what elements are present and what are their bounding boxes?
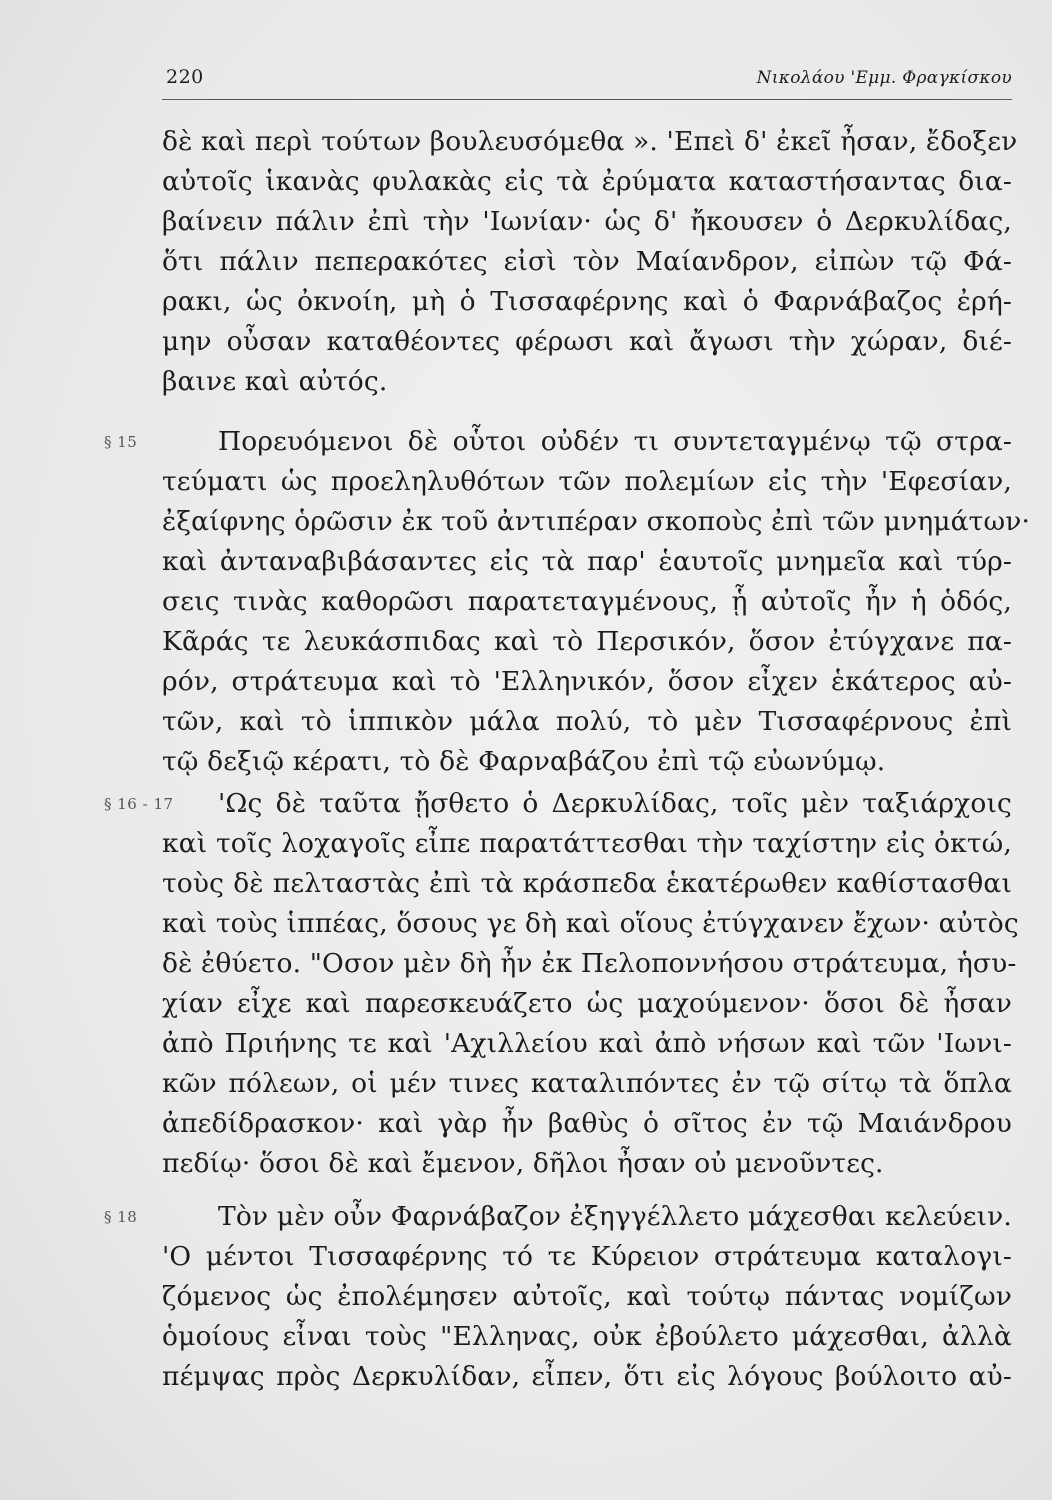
text-line: τῷ δεξιῷ κέρατι, τὸ δὲ Φαρναβάζου ἐπὶ τῷ εὐωνύμῳ. [162,746,886,777]
header-rule [162,99,1012,100]
section-marker: § 16 - 17 [104,795,174,813]
section-marker: § 15 [104,433,138,451]
text-line: 'Ο μέντοι Τισσαφέρνης τό τε Κύρειον στράτευμα καταλογι- [162,1241,1012,1272]
text-line-indented: Τὸν μὲν οὖν Φαρνάβαζον ἐξηγγέλλετο μάχεσθαι κελεύειν. [218,1201,1012,1232]
page-number: 220 [166,66,204,88]
text-line: βαίνειν πάλιν ἐπὶ τὴν 'Ιωνίαν· ὡς δ' ἤκουσεν ὁ Δερκυλίδας, [162,206,1012,237]
text-line: Κᾶράς τε λευκάσπιδας καὶ τὸ Περσικόν, ὅσον ἐτύγχανε πα- [162,626,1012,657]
text-line: χίαν εἶχε καὶ παρεσκευάζετο ὡς μαχούμενον· ὅσοι δὲ ἦσαν [162,988,1012,1019]
text-line: ρόν, στράτευμα καὶ τὸ 'Ελληνικόν, ὅσον εἶχεν ἑκάτερος αὐ- [162,666,1012,697]
text-line: αὐτοῖς ἱκανὰς φυλακὰς εἰς τὰ ἐρύματα καταστήσαντας δια- [162,166,1012,197]
running-head: Νικολάου 'Εμμ. Φραγκίσκου [756,68,1012,88]
text-line: καὶ τοῖς λοχαγοῖς εἶπε παρατάττεσθαι τὴν ταχίστην εἰς ὀκτώ, [162,828,1012,859]
text-line: δὲ καὶ περὶ τούτων βουλευσόμεθα ». 'Επεὶ δ' ἐκεῖ ἦσαν, ἔδοξεν [162,126,1018,157]
text-line: βαινε καὶ αὐτός. [162,366,388,397]
text-line: ζόμενος ὡς ἐπολέμησεν αὐτοῖς, καὶ τούτῳ πάντας νομίζων [162,1281,1012,1312]
page-header [162,62,1012,102]
text-line: τοὺς δὲ πελταστὰς ἐπὶ τὰ κράσπεδα ἑκατέρωθεν καθίστασθαι [162,868,1012,899]
text-line: ὅτι πάλιν πεπερακότες εἰσὶ τὸν Μαίανδρον, εἰπὼν τῷ Φά- [162,246,1012,277]
text-line: τῶν, καὶ τὸ ἱππικὸν μάλα πολύ, τὸ μὲν Τισσαφέρνους ἐπὶ [162,706,1012,737]
text-line: ἐξαίφνης ὁρῶσιν ἐκ τοῦ ἀντιπέραν σκοποὺς ἐπὶ τῶν μνημάτων· [162,506,1031,537]
text-line: ὁμοίους εἶναι τοὺς "Ελληνας, οὐκ ἐβούλετο μάχεσθαι, ἀλλὰ [162,1321,1012,1352]
text-line: καὶ τοὺς ἱππέας, ὅσους γε δὴ καὶ οἵους ἐτύγχανεν ἔχων· αὐτὸς [162,908,1019,939]
text-line: δὲ ἐθύετο. "Οσον μὲν δὴ ἦν ἐκ Πελοποννήσου στράτευμα, ἡσυ- [162,948,1017,979]
section-marker: § 18 [104,1208,138,1226]
text-line: πέμψας πρὸς Δερκυλίδαν, εἶπεν, ὅτι εἰς λόγους βούλοιτο αὐ- [162,1361,1012,1392]
text-line: ἀπεδίδρασκον· καὶ γὰρ ἦν βαθὺς ὁ σῖτος ἐν τῷ Μαιάνδρου [162,1108,1012,1139]
text-line: κῶν πόλεων, οἱ μέν τινες καταλιπόντες ἐν τῷ σίτῳ τὰ ὅπλα [162,1068,1012,1099]
text-line: μην οὖσαν καταθέοντες φέρωσι καὶ ἄγωσι τὴν χώραν, διέ- [162,326,1012,357]
text-line: τεύματι ὡς προεληλυθότων τῶν πολεμίων εἰς τὴν 'Εφεσίαν, [162,466,1012,497]
text-line: ρακι, ὡς ὀκνοίη, μὴ ὁ Τισσαφέρνης καὶ ὁ Φαρνάβαζος ἐρή- [162,286,1012,317]
text-line: ἀπὸ Πριήνης τε καὶ 'Αχιλλείου καὶ ἀπὸ νήσων καὶ τῶν 'Ιωνι- [162,1028,1012,1059]
text-line-indented: 'Ως δὲ ταῦτα ᾔσθετο ὁ Δερκυλίδας, τοῖς μὲν ταξιάρχοις [218,788,1012,819]
text-line: πεδίῳ· ὅσοι δὲ καὶ ἔμενον, δῆλοι ἦσαν οὐ μενοῦντες. [162,1148,884,1179]
text-line-indented: Πορευόμενοι δὲ οὗτοι οὐδέν τι συντεταγμένῳ τῷ στρα- [218,426,1012,457]
text-line: καὶ ἀνταναβιβάσαντες εἰς τὰ παρ' ἑαυτοῖς μνημεῖα καὶ τύρ- [162,546,1012,577]
text-line: σεις τινὰς καθορῶσι παρατεταγμένους, ᾗ αὐτοῖς ἦν ἡ ὁδός, [162,586,1012,617]
